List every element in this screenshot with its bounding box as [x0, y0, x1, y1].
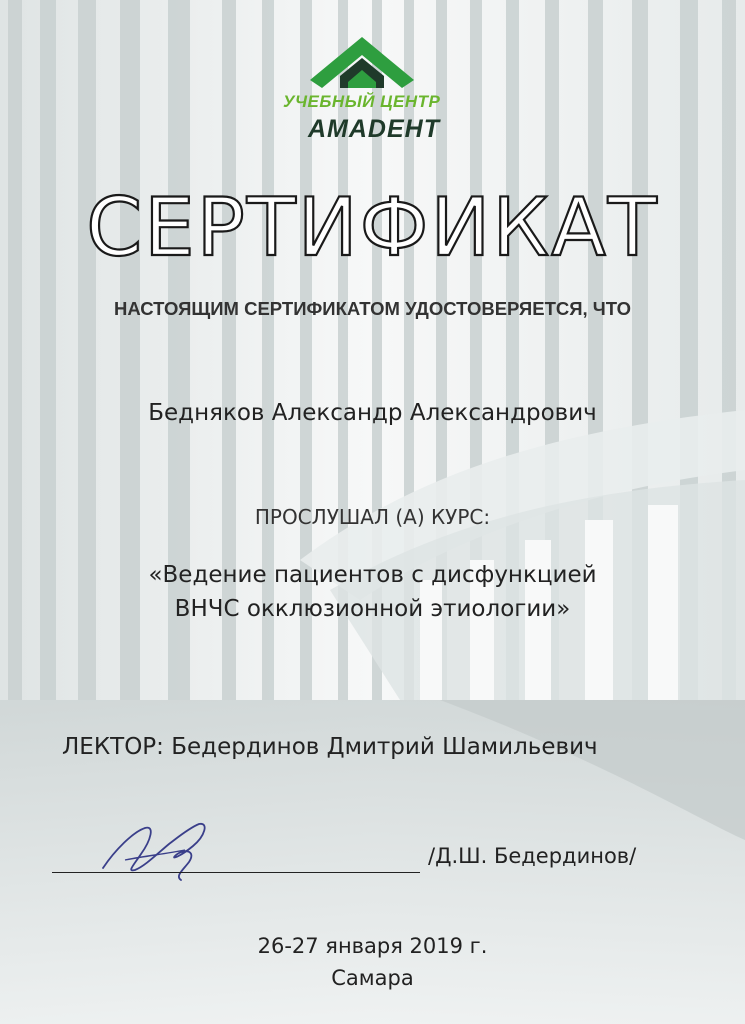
lecturer-name: ЛЕКТОР: Бедердинов Дмитрий Шамильевич — [62, 734, 598, 760]
signature-line — [52, 872, 420, 873]
signer-name: /Д.Ш. Бедердинов/ — [428, 844, 637, 868]
logo-text-training-center: УЧЕБНЫЙ ЦЕНТР — [283, 92, 441, 111]
certificate-city: Самара — [331, 966, 414, 990]
course-title-line-1: «Ведение пациентов с дисфункцией — [148, 562, 597, 588]
certificate-date: 26-27 января 2019 г. — [257, 934, 488, 958]
certificate-title: СЕРТИФИКАТ — [86, 181, 659, 274]
logo-text-brand: AMADEНТ — [308, 115, 440, 143]
certificate-subtitle: НАСТОЯЩИМ СЕРТИФИКАТОМ УДОСТОВЕРЯЕТСЯ, ЧТО — [113, 298, 632, 319]
course-title-line-2: ВНЧС окклюзионной этиологии» — [174, 596, 571, 622]
course-intro: ПРОСЛУШАЛ (А) КУРС: — [254, 505, 491, 529]
handwritten-signature — [85, 810, 225, 890]
recipient-name: Бедняков Александр Александрович — [148, 400, 597, 426]
